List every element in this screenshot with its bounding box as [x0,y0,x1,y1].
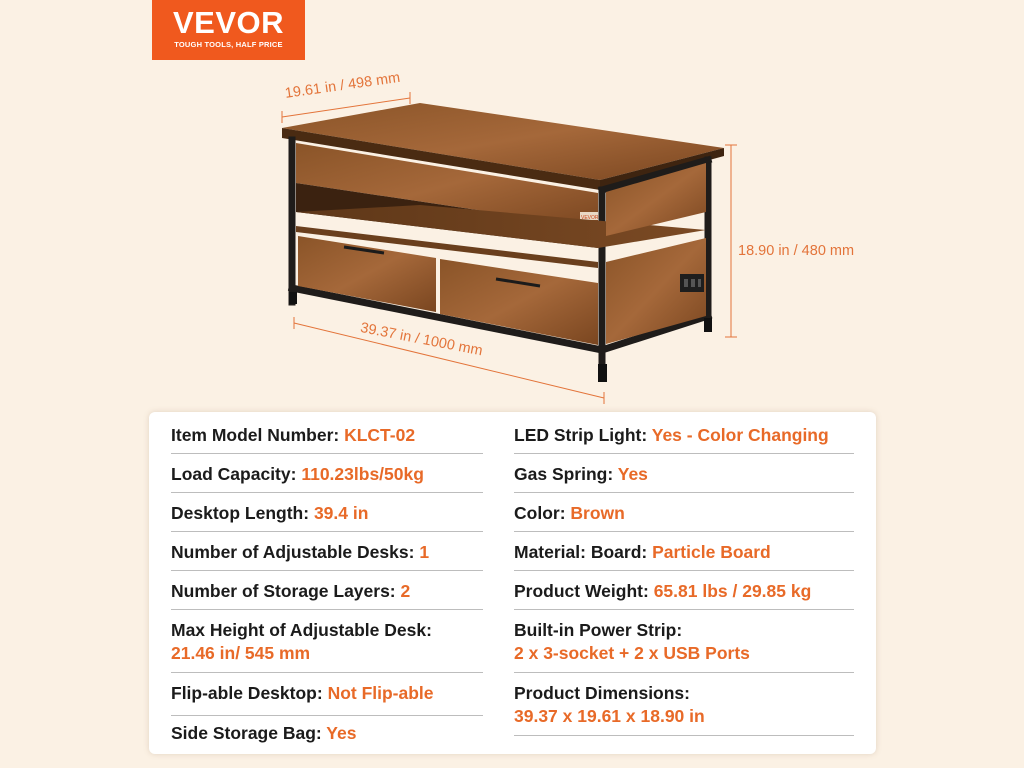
svg-text:VEVOR: VEVOR [581,215,599,221]
logo-brand: VEVOR [172,5,285,40]
spec-desktop-length [171,502,483,532]
spec-value: 39.4 in [313,503,369,523]
spec-card [149,412,876,754]
height-dimension: 18.90 in / 480 mm [738,243,855,259]
spec-value: 2 x 3-socket + 2 x USB Ports [514,643,750,663]
spec-color [514,502,854,532]
spec-led-strip [514,424,854,454]
spec-value: Particle Board [652,542,771,562]
spec-value: Yes - Color Changing [651,425,829,445]
spec-label: Number of Adjustable Desks: [171,542,415,562]
spec-label: Load Capacity: [171,464,297,484]
spec-label: Gas Spring: [514,464,614,484]
spec-storage-layers [171,580,483,610]
spec-product-dimensions [514,682,854,736]
spec-label: Desktop Length: [171,503,310,523]
spec-label: Max Height of Adjustable Desk: [171,620,432,640]
spec-max-height [171,619,483,673]
spec-value: 65.81 lbs / 29.85 kg [653,581,812,601]
length-dimension: 39.37 in / 1000 mm [358,320,484,360]
spec-value: 21.46 in/ 545 mm [171,643,311,663]
spec-product-weight [514,580,854,610]
spec-label: Flip-able Desktop: [171,683,323,703]
spec-value: 39.37 x 19.61 x 18.90 in [514,706,705,726]
spec-label: Side Storage Bag: [171,723,322,743]
spec-label: Item Model Number: [171,425,340,445]
spec-label: Number of Storage Layers: [171,581,396,601]
spec-value: Yes [617,464,648,484]
spec-value: KLCT-02 [344,425,416,445]
spec-power-strip [514,619,854,673]
spec-value: 110.23lbs/50kg [301,464,424,484]
spec-label: Product Weight: [514,581,649,601]
spec-flip-desktop [171,682,483,716]
spec-label: Color: [514,503,566,523]
spec-gas-spring [514,463,854,493]
spec-value: Not Flip-able [327,683,434,703]
spec-material [514,541,854,571]
spec-value: 2 [400,581,411,601]
spec-value: Yes [326,723,357,743]
spec-label: LED Strip Light: [514,425,648,445]
logo-tagline: TOUGH TOOLS, HALF PRICE [174,40,283,49]
spec-adjustable-desks [171,541,483,571]
spec-item-model [171,424,483,454]
spec-load-capacity [171,463,483,493]
depth-dimension: 19.61 in / 498 mm [284,69,402,102]
spec-value: Brown [570,503,625,523]
spec-label: Material: Board: [514,542,648,562]
spec-label: Product Dimensions: [514,683,690,703]
spec-label: Built-in Power Strip: [514,620,683,640]
spec-storage-bag [171,722,483,748]
spec-value: 1 [419,542,430,562]
